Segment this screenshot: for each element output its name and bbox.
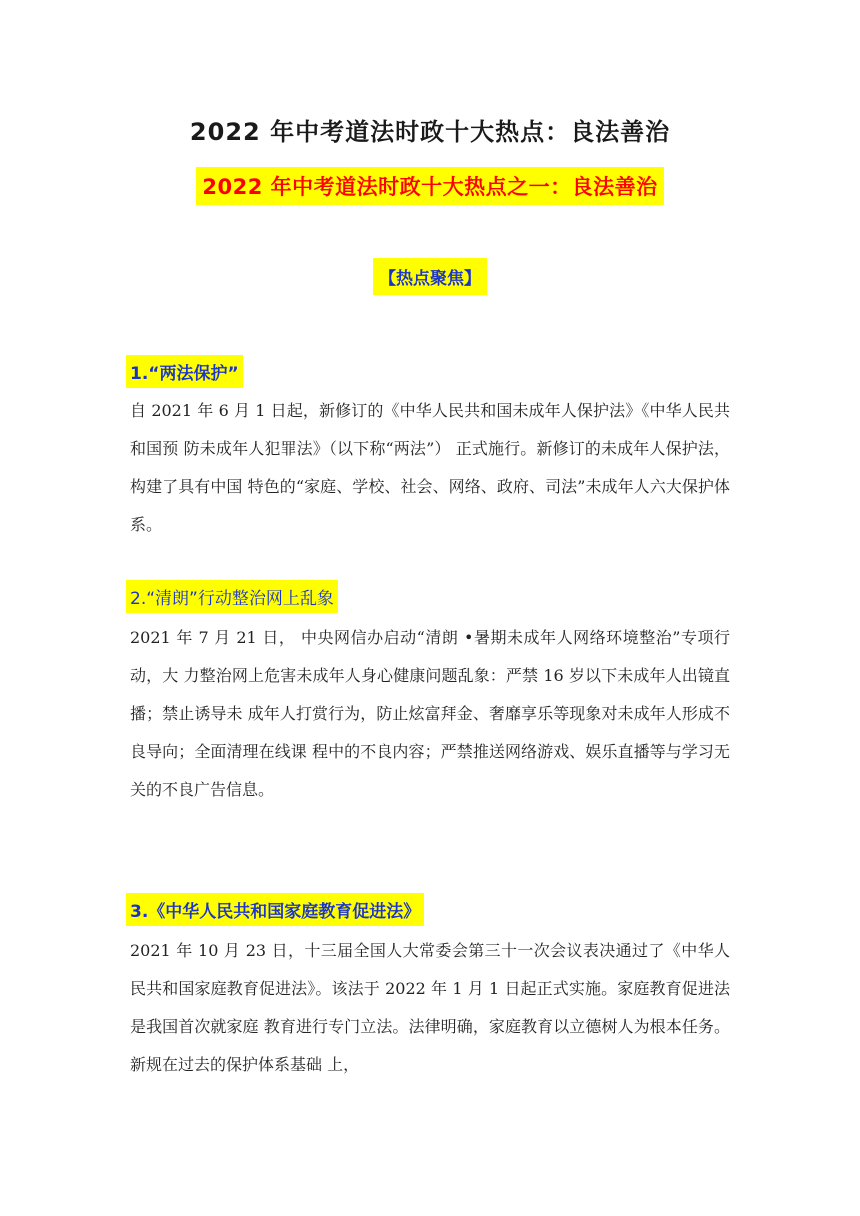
- section-3-heading: 3.《中华人民共和国家庭教育促进法》: [126, 893, 424, 926]
- section-2-heading: 2.“清朗”行动整治网上乱象: [126, 580, 338, 613]
- page-title: 2022 年中考道法时政十大热点：良法善治: [189, 118, 671, 146]
- section-3-body: 2021 年 10 月 23 日，十三届全国人大常委会第三十一次会议表决通过了《中华人民共和国家庭教育促进法》。该法于 2022 年 1 月 1 日起正式实施。家庭教育促进法是我国首次就家庭 教育进行专门立法。法律明确，家庭教育以立德树人为根本任务。新规在过去的保护体系基础 上，: [130, 941, 730, 1074]
- subtitle-container: [0, 167, 860, 205]
- focus-label: 【热点聚焦】: [373, 258, 487, 295]
- section-1-heading: 1.“两法保护”: [126, 355, 243, 388]
- section-2-body: 2021 年 7 月 21 日， 中央网信办启动“清朗 •暑期未成年人网络环境整治”专项行动，大 力整治网上危害未成年人身心健康问题乱象：严禁 16 岁以下未成年人出镜直播；禁止诱导未 成年人打赏行为，防止炫富拜金、奢靡享乐等现象对未成年人形成不良导向；全面清理在线课 程中的不良内容；严禁推送网络游戏、娱乐直播等与学习无关的不良广告信息。: [130, 628, 730, 799]
- page-subtitle: 2022 年中考道法时政十大热点之一：良法善治: [196, 167, 663, 205]
- focus-label-container: [0, 258, 860, 295]
- section-1-body: 自 2021 年 6 月 1 日起，新修订的《中华人民共和国未成年人保护法》《中华人民共和国预 防未成年人犯罪法》（以下称“两法”） 正式施行。新修订的未成年人保护法，构建了具有中国 特色的“家庭、学校、社会、网络、政府、司法”未成年人六大保护体系。: [130, 401, 730, 534]
